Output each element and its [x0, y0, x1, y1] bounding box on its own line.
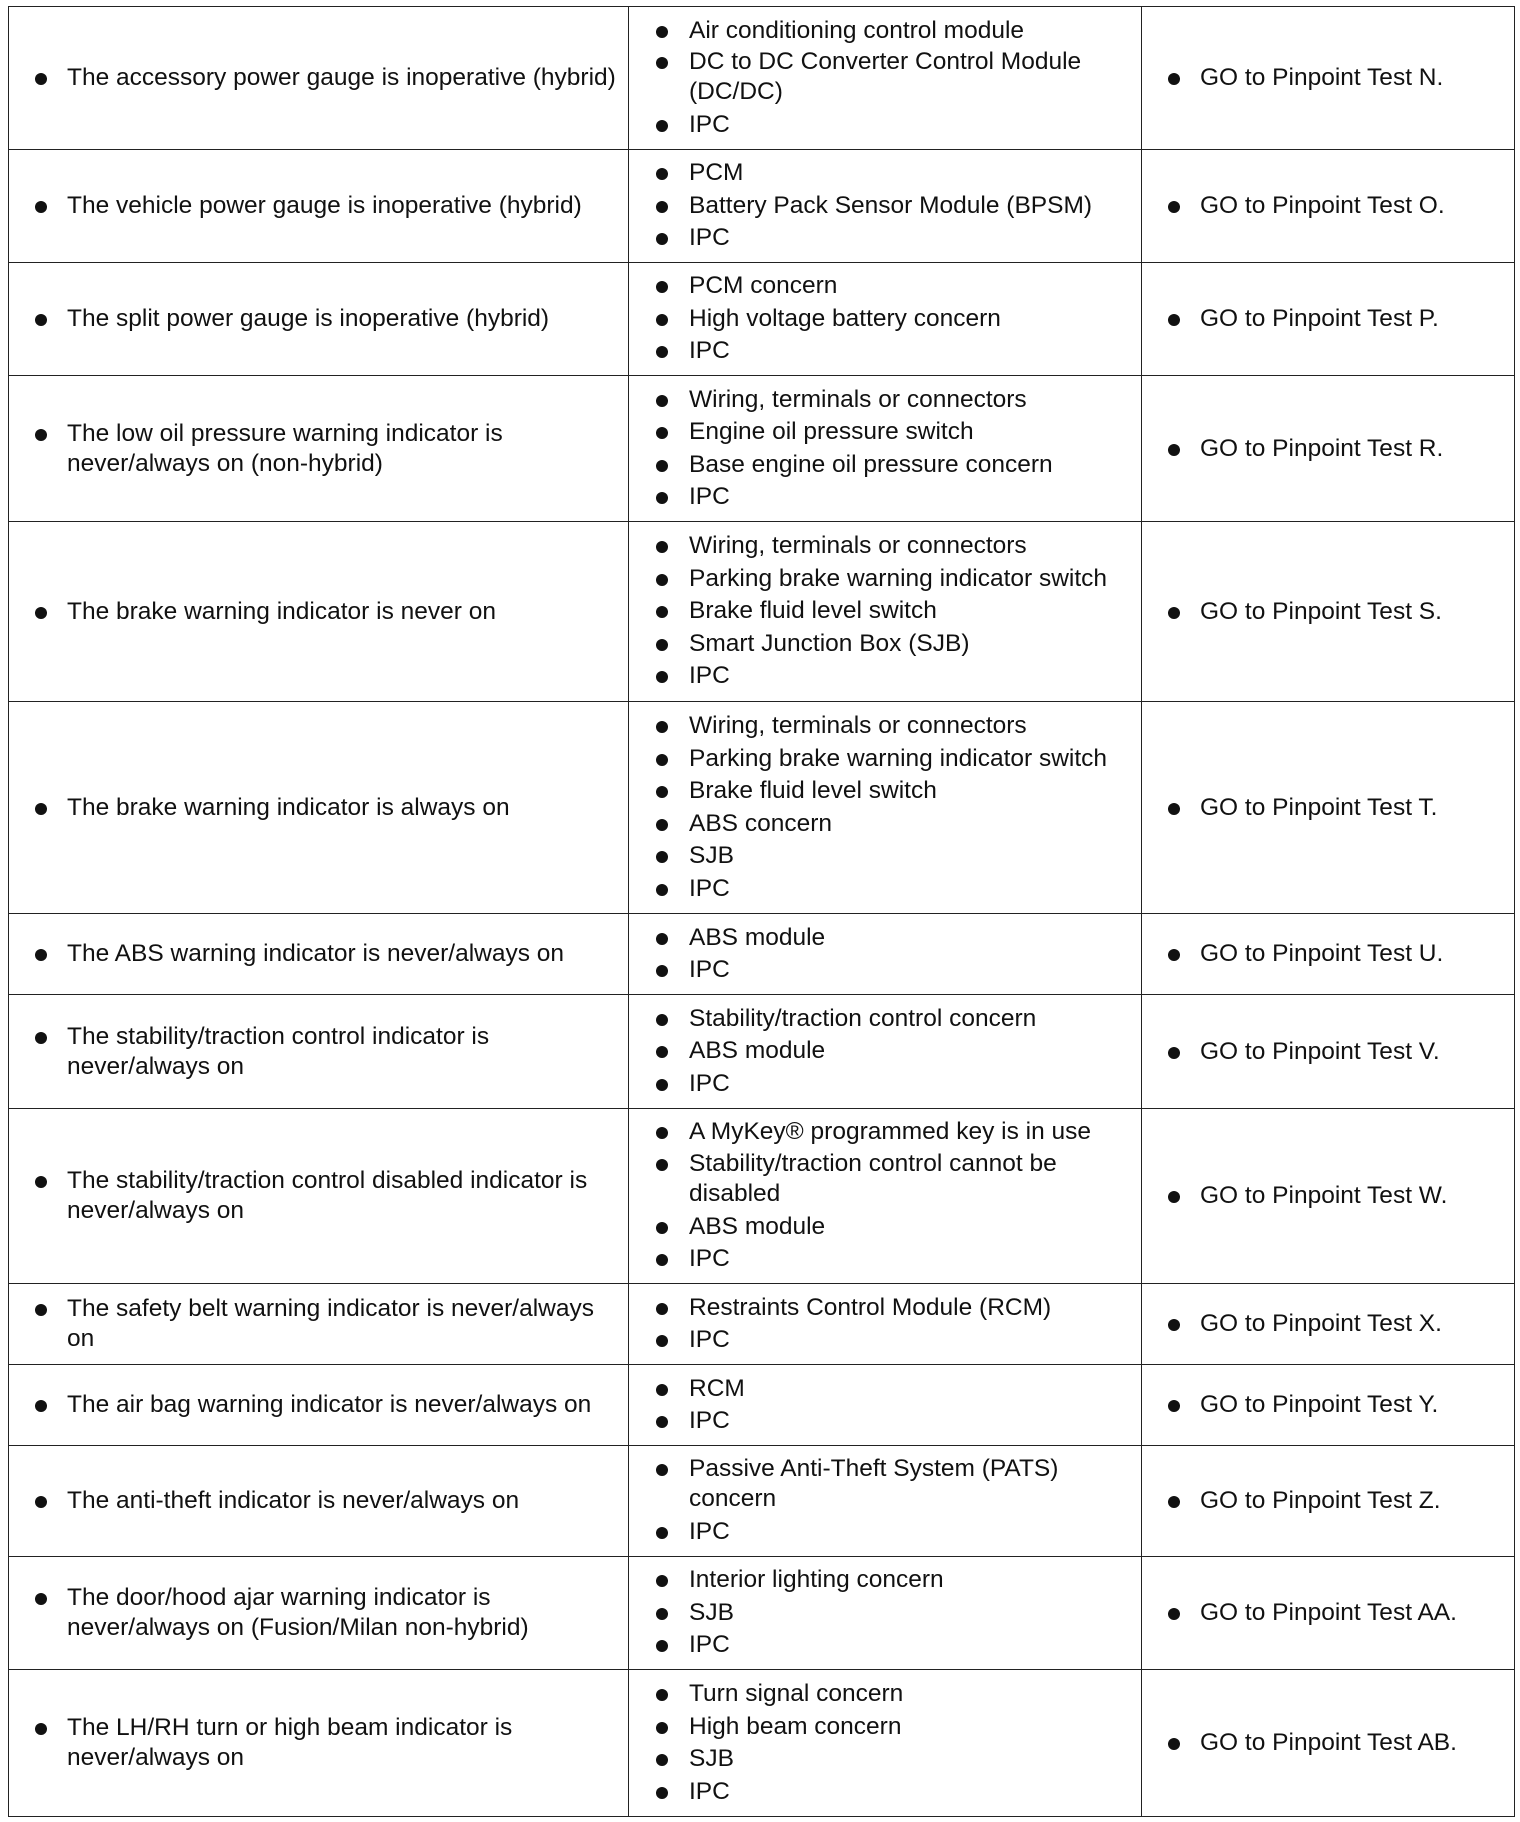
cause-item — [629, 190, 1141, 223]
bullet-icon — [35, 1304, 47, 1316]
cause-item — [629, 1743, 1141, 1776]
bullet-icon — [1168, 607, 1180, 619]
condition-cell — [9, 376, 629, 522]
bullet-icon — [656, 754, 668, 766]
condition-cell — [9, 995, 629, 1109]
cause-item — [629, 840, 1141, 873]
cause-item — [629, 1211, 1141, 1244]
bullet-icon — [656, 1335, 668, 1347]
cause-item — [629, 1292, 1141, 1325]
condition-text: The accessory power gauge is inoperative (hybrid) — [67, 64, 616, 91]
table-body — [9, 7, 1515, 1817]
cause-text: PCM concern — [689, 272, 838, 300]
cause-text: Parking brake warning indicator switch — [689, 744, 1108, 772]
possible-causes-cell — [629, 7, 1142, 150]
cause-text: Wiring, terminals or connectors — [689, 385, 1027, 413]
action-cell — [1142, 376, 1515, 522]
condition-cell — [9, 1670, 629, 1817]
cause-item — [629, 222, 1141, 255]
bullet-icon — [656, 606, 668, 618]
cause-text: Interior lighting concern — [689, 1566, 944, 1594]
table-row — [9, 1365, 1515, 1446]
pinpoint-test-link: GO to Pinpoint Test AB. — [1200, 1729, 1457, 1756]
action-cell — [1142, 995, 1515, 1109]
cause-text: IPC — [689, 874, 730, 902]
cause-item — [629, 1516, 1141, 1549]
cause-item — [629, 481, 1141, 514]
bullet-icon — [656, 1222, 668, 1234]
bullet-icon — [656, 1159, 668, 1171]
condition-item — [9, 1022, 628, 1082]
action-item — [1142, 63, 1514, 93]
cause-item — [629, 595, 1141, 628]
condition-item — [9, 1713, 628, 1773]
bullet-icon — [1168, 201, 1180, 213]
bullet-icon — [35, 607, 47, 619]
bullet-icon — [1168, 1191, 1180, 1203]
bullet-icon — [656, 427, 668, 439]
cause-item — [629, 1405, 1141, 1438]
bullet-icon — [656, 1384, 668, 1396]
bullet-icon — [35, 1593, 47, 1605]
bullet-icon — [1168, 1496, 1180, 1508]
pinpoint-test-link: GO to Pinpoint Test U. — [1200, 940, 1444, 967]
cause-text: Parking brake warning indicator switch — [689, 564, 1108, 592]
action-item — [1142, 191, 1514, 221]
cause-text: SJB — [689, 842, 734, 869]
action-cell — [1142, 1284, 1515, 1365]
action-cell — [1142, 702, 1515, 914]
action-item — [1142, 1598, 1514, 1628]
cause-text: IPC — [689, 1069, 730, 1097]
cause-item — [629, 808, 1141, 841]
condition-text: The split power gauge is inoperative (hybrid) — [67, 305, 550, 332]
cause-item — [629, 1068, 1141, 1101]
cause-text: Air conditioning control module — [689, 16, 1025, 44]
condition-cell — [9, 1109, 629, 1284]
cause-item — [629, 873, 1141, 906]
bullet-icon — [656, 120, 668, 132]
table-row — [9, 914, 1515, 995]
action-cell — [1142, 1109, 1515, 1284]
cause-text: PCM — [689, 159, 744, 187]
cause-text: IPC — [689, 224, 730, 252]
condition-text: The door/hood ajar warning indicator is never/always on (Fusion/Milan non-hybrid) — [67, 1584, 529, 1641]
cause-text: Base engine oil pressure concern — [689, 450, 1053, 478]
cause-text: Wiring, terminals or connectors — [689, 712, 1027, 739]
condition-cell — [9, 522, 629, 702]
cause-text: ABS module — [689, 1037, 826, 1065]
action-cell — [1142, 1557, 1515, 1670]
possible-causes-cell — [629, 376, 1142, 522]
bullet-icon — [1168, 73, 1180, 85]
cause-item — [629, 1243, 1141, 1276]
action-item — [1142, 597, 1514, 627]
table-row — [9, 522, 1515, 702]
pinpoint-test-link: GO to Pinpoint Test AA. — [1200, 1599, 1457, 1626]
cause-text: Stability/traction control concern — [689, 1004, 1037, 1032]
action-cell — [1142, 522, 1515, 702]
condition-item — [9, 597, 628, 627]
possible-causes-cell — [629, 914, 1142, 995]
condition-item — [9, 304, 628, 334]
condition-text: The stability/traction control indicator is never/always on — [67, 1022, 490, 1080]
bullet-icon — [656, 1608, 668, 1620]
cause-item — [629, 335, 1141, 368]
table-row — [9, 1670, 1515, 1817]
condition-item — [9, 1583, 628, 1643]
cause-item — [629, 1149, 1141, 1211]
pinpoint-test-link: GO to Pinpoint Test S. — [1200, 597, 1442, 625]
bullet-icon — [656, 201, 668, 213]
cause-text: DC to DC Converter Control Module (DC/DC) — [689, 48, 1082, 105]
cause-item — [629, 109, 1141, 142]
cause-item — [629, 710, 1141, 743]
bullet-icon — [656, 1640, 668, 1652]
cause-item — [629, 384, 1141, 417]
cause-text: IPC — [689, 1407, 730, 1434]
cause-text: ABS concern — [689, 809, 832, 837]
possible-causes-cell — [629, 995, 1142, 1109]
bullet-icon — [656, 1575, 668, 1587]
cause-text: IPC — [689, 1245, 730, 1273]
cause-item — [629, 1597, 1141, 1630]
cause-item — [629, 1116, 1141, 1149]
cause-text: A MyKey® programmed key is in use — [689, 1118, 1092, 1146]
condition-item — [9, 1166, 628, 1226]
cause-text: Engine oil pressure switch — [689, 418, 974, 445]
condition-item — [9, 419, 628, 479]
condition-item — [9, 191, 628, 221]
possible-causes-cell — [629, 1109, 1142, 1284]
condition-item — [9, 793, 628, 823]
condition-text: The safety belt warning indicator is never/always on — [67, 1295, 595, 1352]
bullet-icon — [1168, 444, 1180, 456]
bullet-icon — [656, 1046, 668, 1058]
bullet-icon — [1168, 803, 1180, 815]
bullet-icon — [656, 346, 668, 358]
bullet-icon — [656, 1303, 668, 1315]
bullet-icon — [656, 1722, 668, 1734]
action-item — [1142, 1309, 1514, 1339]
condition-cell — [9, 1365, 629, 1446]
action-cell — [1142, 1446, 1515, 1557]
cause-item — [629, 1324, 1141, 1357]
cause-item — [629, 775, 1141, 808]
bullet-icon — [656, 233, 668, 245]
bullet-icon — [656, 851, 668, 863]
bullet-icon — [35, 429, 47, 441]
condition-text: The brake warning indicator is always on — [67, 793, 510, 821]
bullet-icon — [1168, 314, 1180, 326]
possible-causes-cell — [629, 1365, 1142, 1446]
table-row — [9, 1284, 1515, 1365]
pinpoint-test-link: GO to Pinpoint Test T. — [1200, 793, 1438, 821]
possible-causes-cell — [629, 150, 1142, 263]
cause-item — [629, 449, 1141, 482]
bullet-icon — [656, 1689, 668, 1701]
possible-causes-cell — [629, 522, 1142, 702]
condition-text: The LH/RH turn or high beam indicator is never/always on — [67, 1714, 513, 1771]
condition-text: The vehicle power gauge is inoperative (hybrid) — [67, 192, 582, 219]
cause-text: IPC — [689, 956, 730, 983]
bullet-icon — [656, 671, 668, 683]
cause-text: Turn signal concern — [689, 1680, 904, 1707]
pinpoint-test-link: GO to Pinpoint Test X. — [1200, 1310, 1442, 1337]
table-row — [9, 1446, 1515, 1557]
action-cell — [1142, 150, 1515, 263]
cause-text: ABS module — [689, 923, 826, 951]
table-row — [9, 150, 1515, 263]
bullet-icon — [656, 1127, 668, 1139]
action-item — [1142, 1486, 1514, 1516]
possible-causes-cell — [629, 1670, 1142, 1817]
action-item — [1142, 1728, 1514, 1758]
bullet-icon — [35, 73, 47, 85]
cause-item — [629, 416, 1141, 449]
cause-text: ABS module — [689, 1212, 826, 1240]
pinpoint-test-link: GO to Pinpoint Test R. — [1200, 434, 1444, 462]
cause-item — [629, 1678, 1141, 1711]
bullet-icon — [1168, 1738, 1180, 1750]
bullet-icon — [35, 803, 47, 815]
cause-item — [629, 1454, 1141, 1516]
bullet-icon — [656, 1787, 668, 1799]
cause-text: Stability/traction control cannot be disabled — [689, 1149, 1057, 1207]
cause-text: IPC — [689, 111, 730, 138]
table-row — [9, 1109, 1515, 1284]
action-item — [1142, 793, 1514, 823]
cause-item — [629, 628, 1141, 661]
bullet-icon — [656, 1014, 668, 1026]
bullet-icon — [656, 281, 668, 293]
cause-text: High beam concern — [689, 1712, 902, 1740]
cause-text: Passive Anti-Theft System (PATS) concern — [689, 1454, 1059, 1512]
bullet-icon — [1168, 1047, 1180, 1059]
bullet-icon — [656, 314, 668, 326]
action-item — [1142, 1037, 1514, 1067]
bullet-icon — [35, 201, 47, 213]
cause-text: IPC — [689, 662, 730, 690]
cause-text: RCM — [689, 1374, 745, 1402]
cause-item — [629, 1711, 1141, 1744]
condition-item — [9, 1486, 628, 1516]
table-row — [9, 1557, 1515, 1670]
cause-item — [629, 1035, 1141, 1068]
cause-item — [629, 530, 1141, 563]
possible-causes-cell — [629, 263, 1142, 376]
bullet-icon — [656, 884, 668, 896]
condition-cell — [9, 1284, 629, 1365]
cause-item — [629, 922, 1141, 955]
possible-causes-cell — [629, 1446, 1142, 1557]
action-item — [1142, 434, 1514, 464]
cause-item — [629, 157, 1141, 190]
table-row — [9, 995, 1515, 1109]
action-cell — [1142, 263, 1515, 376]
cause-text: IPC — [689, 1517, 730, 1545]
pinpoint-test-link: GO to Pinpoint Test V. — [1200, 1037, 1440, 1065]
bullet-icon — [656, 721, 668, 733]
action-item — [1142, 1390, 1514, 1420]
table-row — [9, 702, 1515, 914]
cause-item — [629, 1373, 1141, 1406]
condition-text: The low oil pressure warning indicator is never/always on (non-hybrid) — [67, 419, 503, 477]
bullet-icon — [1168, 1400, 1180, 1412]
cause-text: SJB — [689, 1745, 734, 1772]
cause-item — [629, 1629, 1141, 1662]
condition-text: The ABS warning indicator is never/always on — [67, 940, 565, 967]
condition-cell — [9, 1557, 629, 1670]
possible-causes-cell — [629, 1284, 1142, 1365]
bullet-icon — [656, 1079, 668, 1091]
cause-item — [629, 47, 1141, 109]
cause-text: Brake fluid level switch — [689, 777, 937, 804]
pinpoint-test-link: GO to Pinpoint Test N. — [1200, 64, 1444, 91]
action-cell — [1142, 914, 1515, 995]
pinpoint-test-link: GO to Pinpoint Test Y. — [1200, 1391, 1439, 1418]
condition-item — [9, 1294, 628, 1354]
symptom-chart-table — [8, 6, 1515, 1817]
bullet-icon — [656, 1527, 668, 1539]
bullet-icon — [656, 1416, 668, 1428]
table-row — [9, 263, 1515, 376]
bullet-icon — [656, 786, 668, 798]
bullet-icon — [656, 460, 668, 472]
bullet-icon — [656, 57, 668, 69]
condition-item — [9, 1390, 628, 1420]
bullet-icon — [656, 541, 668, 553]
condition-text: The stability/traction control disabled indicator is never/always on — [67, 1167, 588, 1224]
bullet-icon — [35, 1176, 47, 1188]
bullet-icon — [656, 1464, 668, 1476]
bullet-icon — [656, 819, 668, 831]
bullet-icon — [35, 1400, 47, 1412]
cause-text: IPC — [689, 337, 730, 365]
cause-item — [629, 270, 1141, 303]
condition-cell — [9, 150, 629, 263]
condition-cell — [9, 914, 629, 995]
cause-text: Wiring, terminals or connectors — [689, 532, 1027, 560]
bullet-icon — [1168, 949, 1180, 961]
bullet-icon — [656, 639, 668, 651]
cause-text: Smart Junction Box (SJB) — [689, 629, 970, 657]
cause-text: Brake fluid level switch — [689, 597, 937, 625]
cause-text: IPC — [689, 1631, 730, 1659]
bullet-icon — [656, 395, 668, 407]
bullet-icon — [35, 314, 47, 326]
cause-item — [629, 954, 1141, 987]
action-cell — [1142, 1365, 1515, 1446]
bullet-icon — [1168, 1608, 1180, 1620]
bullet-icon — [35, 1496, 47, 1508]
cause-item — [629, 1003, 1141, 1036]
condition-text: The air bag warning indicator is never/always on — [67, 1391, 592, 1418]
cause-item — [629, 660, 1141, 693]
action-item — [1142, 304, 1514, 334]
bullet-icon — [35, 949, 47, 961]
pinpoint-test-link: GO to Pinpoint Test P. — [1200, 305, 1439, 332]
condition-cell — [9, 702, 629, 914]
condition-cell — [9, 1446, 629, 1557]
pinpoint-test-link: GO to Pinpoint Test W. — [1200, 1182, 1448, 1209]
table-row — [9, 7, 1515, 150]
bullet-icon — [656, 965, 668, 977]
action-cell — [1142, 7, 1515, 150]
cause-item — [629, 303, 1141, 336]
action-item — [1142, 1181, 1514, 1211]
condition-item — [9, 63, 628, 93]
pinpoint-test-link: GO to Pinpoint Test O. — [1200, 192, 1445, 219]
condition-text: The anti-theft indicator is never/always on — [67, 1487, 520, 1514]
bullet-icon — [35, 1723, 47, 1735]
cause-item — [629, 15, 1141, 48]
bullet-icon — [656, 26, 668, 38]
bullet-icon — [656, 492, 668, 504]
bullet-icon — [656, 1254, 668, 1266]
bullet-icon — [1168, 1319, 1180, 1331]
condition-cell — [9, 7, 629, 150]
condition-cell — [9, 263, 629, 376]
condition-item — [9, 939, 628, 969]
cause-item — [629, 1564, 1141, 1597]
cause-text: IPC — [689, 1777, 730, 1805]
cause-item — [629, 743, 1141, 776]
bullet-icon — [656, 933, 668, 945]
bullet-icon — [35, 1032, 47, 1044]
action-item — [1142, 939, 1514, 969]
bullet-icon — [656, 1754, 668, 1766]
cause-item — [629, 1776, 1141, 1809]
possible-causes-cell — [629, 702, 1142, 914]
cause-text: IPC — [689, 1326, 730, 1353]
cause-text: SJB — [689, 1598, 734, 1626]
cause-item — [629, 563, 1141, 596]
cause-text: High voltage battery concern — [689, 304, 1001, 332]
action-cell — [1142, 1670, 1515, 1817]
cause-text: Battery Pack Sensor Module (BPSM) — [689, 191, 1093, 219]
pinpoint-test-link: GO to Pinpoint Test Z. — [1200, 1487, 1441, 1514]
bullet-icon — [656, 168, 668, 180]
possible-causes-cell — [629, 1557, 1142, 1670]
table-row — [9, 376, 1515, 522]
condition-text: The brake warning indicator is never on — [67, 597, 496, 625]
cause-text: Restraints Control Module (RCM) — [689, 1293, 1052, 1321]
bullet-icon — [656, 574, 668, 586]
cause-text: IPC — [689, 483, 730, 510]
